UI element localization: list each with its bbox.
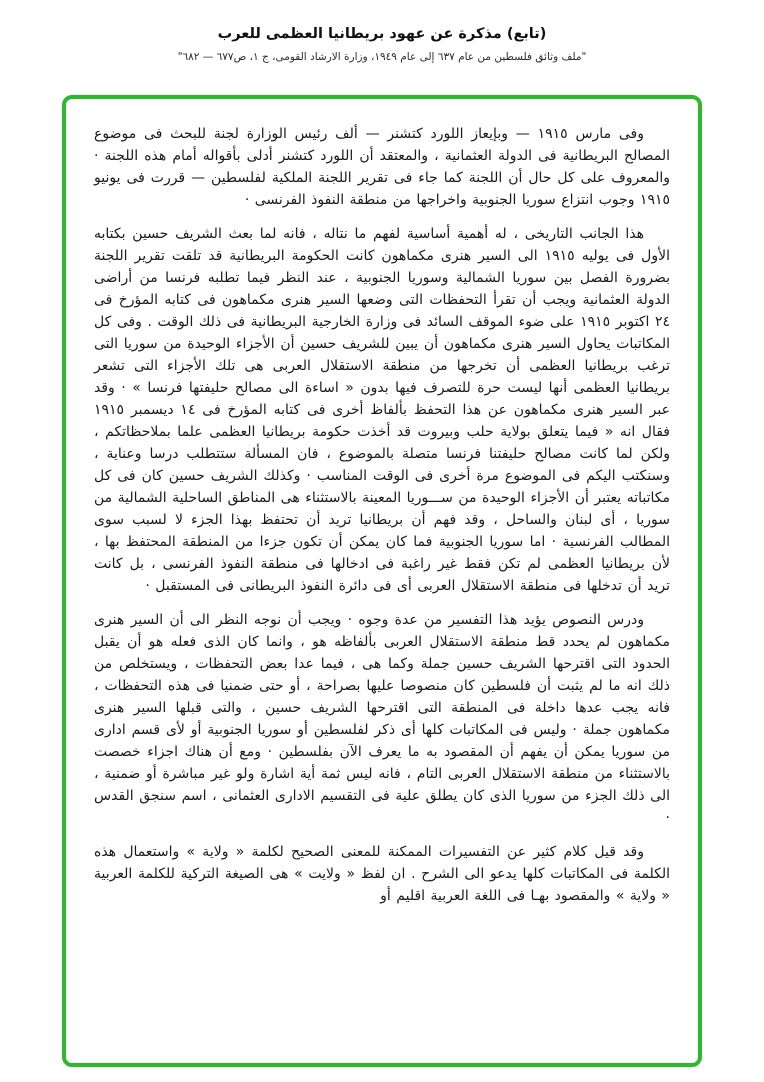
paragraph-3: ودرس النصوص يؤيد هذا التفسير من عدة وجوه · ويجب أن نوجه النظر الى أن السير هنرى مكماهون لم يحدد قط منطقة الاستقلال العربى بألفاظه هو ، وانما كان الذى فعله هو أن يقبل الحدود التى اقترحها الشريف حسين جملة وكما هى ، فيما عدا بعض التحفظات ، ويستخلص من ذلك انه ما لم يثبت أن فلسطين كان منصوصا عليها بصراحة ، أو حتى ضمنيا فى هذه التحفظات ، فانه يجب عدها داخلة فى المنطقة التى اقترحها الشريف حسين ، والتى قبلها السير هنرى مكماهون جملة · وليس فى المكاتبات كلها أى ذكر لفلسطين أو سوريا الجنوبية أو لأى قسم ادارى من سوريا يمكن أن يفهم أن المقصود به ما يعرف الآن بفلسطين · ومع أن هناك اجزاء خصصت بالاستثناء من منطقة الاستقلال العربى التام ، فانه ليس ثمة أية اشارة ولو غير مباشرة أو ضمنية ، الى ذلك الجزء من سوريا الذى كان يطلق علية فى التقسيم الادارى العثمانى ، اسم سنجق القدس ·: [94, 612, 670, 826]
paragraph-2: هذا الجانب التاريخى ، له أهمية أساسية لفهم ما نتاله ، فانه لما بعث الشريف حسين بكتابه الأول فى يوليه ١٩١٥ الى السير هنرى مكماهون كانت الحكومة البريطانية قد تلقت تقرير اللجنة بضرورة الفصل بين سوريا الشمالية وسوريا الجنوبية ، عند النظر فيما تطلبه فرنسا من أراضى الدولة العثمانية ويجب أن تقرأ التحفظات التى وضعها السير هنرى مكماهون فى كتابه المؤرخ فى ٢٤ اكتوبر ١٩١٥ على ضوء الموقف السائد فى وزارة الخارجية البريطانية فى ذلك الوقت . وفى كل المكاتبات يحاول السير هنرى مكماهون أن يبين للشريف حسين أن الأجزاء الوحيدة من سوريا التى ترغب بريطانيا العظمى أن تخرجها من منطقة الاستقلال العربى هى تلك الأجزاء التى تشعر بريطانيا العظمى أنها ليست حرة للتصرف فيها بدون « اساءة الى مصالح حليفتها فرنسا » · وقد عبر السير هنرى مكماهون عن هذا التحفظ بألفاظ أخرى فى كتابه المؤرخ فى ١٤ ديسمبر ١٩١٥ فقال انه « فيما يتعلق بولاية حلب وبيروت قد أخذت حكومة بريطانيا العظمى علما بملاحظاتكم ، ولكن لما كانت مصالح حليفتنا فرنسا متصلة بالموضوع ، فان المسألة ستتطلب درسا وعناية ، وسنكتب اليكم فى الموضوع مرة أخرى فى الوقت المناسب · وكذلك الشريف حسين كان فى كل مكاتباته يعتبر أن الأجزاء الوحيدة من ســـوريا المعينة بالاستثناء هى المناطق الساحلية الشمالية من سوريا ، أى لبنان والساحل ، وقد فهم أن بريطانيا تريد أن تحتفظ بهذا الجزء لا لسبب سوى المطالب الفرنسية · اما سوريا الجنوبية فما كان يمكن أن تكون جزءا من المنطقة المحتفظ بها ، لأن بريطانيا العظمى لم تكن فقط غير راغبة فى ادخالها فى منطقة النفوذ الفرنسى ، بل كانت تريد أن تدخلها فى منطقة الاستقلال العربى أى فى دائرة النفوذ البريطانى فى المستقبل ·: [94, 226, 670, 594]
document-body: [94, 123, 670, 907]
document-title: (تابع) مذكرة عن عهود بريطانيا العظمى للعرب: [217, 26, 547, 42]
source-citation: "ملف وثائق فلسطين من عام ٦٣٧ إلى عام ١٩٤٩، وزارة الارشاد القومى، ج ١، ص٦٧٧ — ٦٨٢": [177, 51, 587, 63]
page-header: [0, 0, 764, 63]
highlight-frame: [62, 95, 702, 1067]
paragraph-1: وفى مارس ١٩١٥ — وبإيعاز اللورد كتشنر — ألف رئيس الوزارة لجنة للبحث فى موضوع المصالح البريطانية فى الدولة العثمانية ، والمعتقد أن اللورد كتشنر أدلى بأقواله أمام هذه اللجنة · والمعروف على كل حال أن اللجنة كما جاء فى تقرير اللجنة الملكية لفلسطين — قررت فى يونيو ١٩١٥ وجوب انتزاع سوريا الجنوبية واخراجها من منطقة النفوذ الفرنسى ·: [94, 126, 670, 208]
paragraph-4: وقد قيل كلام كثير عن التفسيرات الممكنة للمعنى الصحيح لكلمة « ولاية » واستعمال هذه الكلمة فى المكاتبات كلها يدعو الى الشرح . ان لفظ « ولايت » هى الصيغة التركية للكلمة العربية « ولاية » والمقصود بهـا فى اللغة العربية اقليم أو: [94, 844, 670, 904]
